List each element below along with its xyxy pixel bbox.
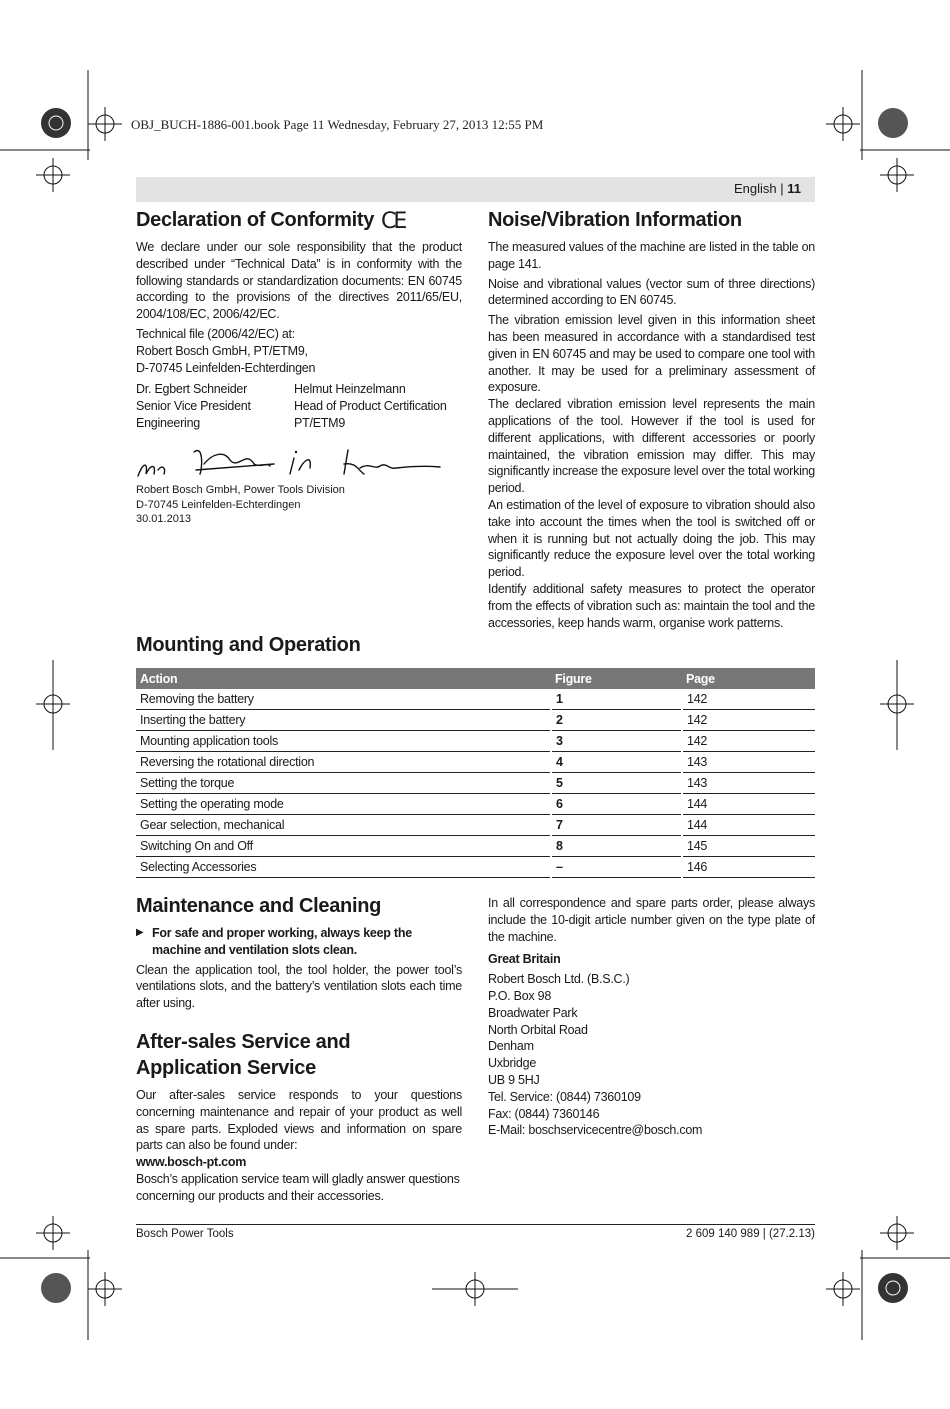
maintenance-title: Maintenance and Cleaning: [136, 895, 382, 917]
row-figure: 7: [551, 815, 682, 836]
service-text-2: Bosch’s application service team will gladly answer questions concerning our products and their accessories.: [136, 1171, 460, 1203]
footer-right: 2 609 140 989 | (27.2.13): [686, 1228, 815, 1240]
noise-p3: The vibration emission level given in this information sheet has been measured in accordance with a standardised test given in EN 60745 and may be used to compare one tool with another. It may be used for a preliminary assessment of exposure.: [488, 313, 815, 395]
handwritten-signatures: [134, 440, 454, 485]
operations-table: [136, 668, 815, 878]
contact-line: Uxbridge: [488, 1056, 537, 1071]
declaration-date: 30.01.2013: [136, 513, 192, 525]
declaration-text: We declare under our sole responsibility that the product described under “Technical Data” is in conformity with the following standards or standardization documents: EN 60745 according to the provisions of the directives 2011/65/EU, 2004/108/EC, 2006/42/EC.: [136, 240, 462, 322]
company-block: [136, 483, 345, 527]
table-row: [136, 836, 815, 857]
company-address: D-70745 Leinfelden-Echterdingen: [136, 498, 301, 511]
contact-line: Broadwater Park: [488, 1005, 578, 1020]
tech-file-line-3: D-70745 Leinfelden-Echterdingen: [136, 360, 316, 375]
row-action: Gear selection, mechanical: [136, 815, 551, 836]
contact-intro: In all correspondence and spare parts order, please always include the 10-digit article number given on the type plate of the machine.: [488, 896, 815, 944]
signer-2-name: Helmut Heinzelmann: [294, 382, 406, 396]
maintenance-text: Clean the application tool, the tool holder, the power tool’s ventilations slots, and the battery’s ventilation slots each time after using.: [136, 962, 462, 1011]
bullet-arrow-icon: ▶: [136, 927, 144, 938]
table-row: [136, 710, 815, 731]
company-name: Robert Bosch GmbH, Power Tools Division: [136, 484, 345, 496]
row-page: 143: [682, 752, 815, 773]
table-row: [136, 857, 815, 878]
maintenance-bullet-text: For safe and proper working, always keep the machine and ventilation slots clean.: [152, 926, 412, 957]
row-figure: –: [551, 857, 682, 878]
noise-p1: The measured values of the machine are listed in the table on page 141.: [488, 240, 815, 271]
service-title: After-sales Service and Application Service: [136, 1031, 351, 1079]
row-action: Reversing the rotational direction: [136, 752, 551, 773]
row-action: Mounting application tools: [136, 731, 551, 752]
row-page: 142: [682, 731, 815, 752]
footer-divider: [136, 1224, 815, 1225]
contact-line: UB 9 5HJ: [488, 1072, 540, 1087]
mounting-title: Mounting and Operation: [136, 634, 361, 656]
row-page: 144: [682, 815, 815, 836]
signer-2: [294, 381, 464, 431]
signer-1-dept: Engineering: [136, 415, 200, 430]
row-figure: 1: [551, 689, 682, 710]
row-page: 142: [682, 710, 815, 731]
noise-title: Noise/Vibration Information: [488, 209, 742, 231]
service-body: [136, 1087, 462, 1205]
signer-2-dept: PT/ETM9: [294, 415, 346, 430]
header-figure: Figure: [551, 668, 682, 689]
declaration-title: Declaration of Conformity: [136, 209, 375, 231]
row-page: 146: [682, 857, 815, 878]
row-action: Setting the operating mode: [136, 794, 551, 815]
contact-phone: Tel. Service: (0844) 7360109: [488, 1089, 641, 1104]
contact-country: Great Britain: [488, 952, 561, 967]
contact-line: P.O. Box 98: [488, 988, 552, 1003]
file-header: OBJ_BUCH-1886-001.book Page 11 Wednesday, February 27, 2013 12:55 PM: [131, 117, 544, 132]
row-page: 144: [682, 794, 815, 815]
service-url-link[interactable]: www.bosch-pt.com: [136, 1155, 247, 1170]
row-action: Selecting Accessories: [136, 857, 551, 878]
footer-left: Bosch Power Tools: [136, 1228, 234, 1240]
table-header-row: [136, 668, 815, 689]
header-separator: |: [780, 181, 784, 196]
row-action: Setting the torque: [136, 773, 551, 794]
noise-p4: The declared vibration emission level represents the main applications of the tool. However if the tool is used for different applications, with different accessories or poorly maintained, the vibration emission may differ. This may significantly increase the exposure level over the total working period.: [488, 397, 815, 496]
contact-fax: Fax: (0844) 7360146: [488, 1106, 600, 1121]
row-page: 142: [682, 689, 815, 710]
row-figure: 6: [551, 794, 682, 815]
maintenance-body: [136, 925, 462, 1015]
page-header: [734, 181, 801, 196]
tech-file-line-1: Technical file (2006/42/EC) at:: [136, 326, 296, 341]
contact-line: Robert Bosch Ltd. (B.S.C.): [488, 972, 630, 987]
noise-p2: Noise and vibrational values (vector sum of three directions) determined according to EN 60745.: [488, 276, 815, 308]
tech-file-line-2: Robert Bosch GmbH, PT/ETM9,: [136, 343, 308, 358]
table-row: [136, 731, 815, 752]
table-row: [136, 689, 815, 710]
page-header-bar: [136, 177, 815, 202]
row-page: 143: [682, 773, 815, 794]
row-figure: 8: [551, 836, 682, 857]
table-row: [136, 815, 815, 836]
maintenance-bullet: [136, 925, 462, 959]
row-action: Removing the battery: [136, 689, 551, 710]
noise-p6: Identify additional safety measures to protect the operator from the effects of vibration such as: maintain the tool and the accessories, keep hands warm, organise work patterns.: [488, 581, 815, 630]
row-figure: 5: [551, 773, 682, 794]
table-row: [136, 752, 815, 773]
table-row: [136, 794, 815, 815]
page-number: 11: [787, 181, 801, 196]
signer-1-name: Dr. Egbert Schneider: [136, 382, 248, 396]
header-page: Page: [682, 668, 815, 689]
row-figure: 2: [551, 710, 682, 731]
row-page: 145: [682, 836, 815, 857]
signer-1-title: Senior Vice President: [136, 398, 251, 413]
contact-block: [488, 895, 815, 1139]
row-action: Inserting the battery: [136, 710, 551, 731]
signer-2-title: Head of Product Certification: [294, 398, 447, 413]
header-language: English: [733, 181, 777, 196]
ce-mark-icon: CE: [381, 209, 405, 234]
signer-1: [136, 381, 286, 431]
contact-line: Denham: [488, 1039, 534, 1054]
noise-p5: An estimation of the level of exposure to vibration should also take into account the times when the tool is switched off or when it is running but not actually doing the job. This may significantly reduce the exposure level over the total working period.: [488, 497, 815, 580]
service-text: Our after-sales service responds to your questions concerning maintenance and repair of your product as well as spare parts. Exploded views and information on spare parts can also be found under:: [136, 1088, 462, 1153]
row-figure: 3: [551, 731, 682, 752]
header-action: Action: [136, 668, 551, 689]
declaration-body: [136, 239, 462, 376]
table-row: [136, 773, 815, 794]
noise-body: [488, 239, 815, 631]
contact-email[interactable]: E-Mail: boschservicecentre@bosch.com: [488, 1123, 703, 1138]
row-action: Switching On and Off: [136, 836, 551, 857]
contact-line: North Orbital Road: [488, 1022, 588, 1037]
row-figure: 4: [551, 752, 682, 773]
